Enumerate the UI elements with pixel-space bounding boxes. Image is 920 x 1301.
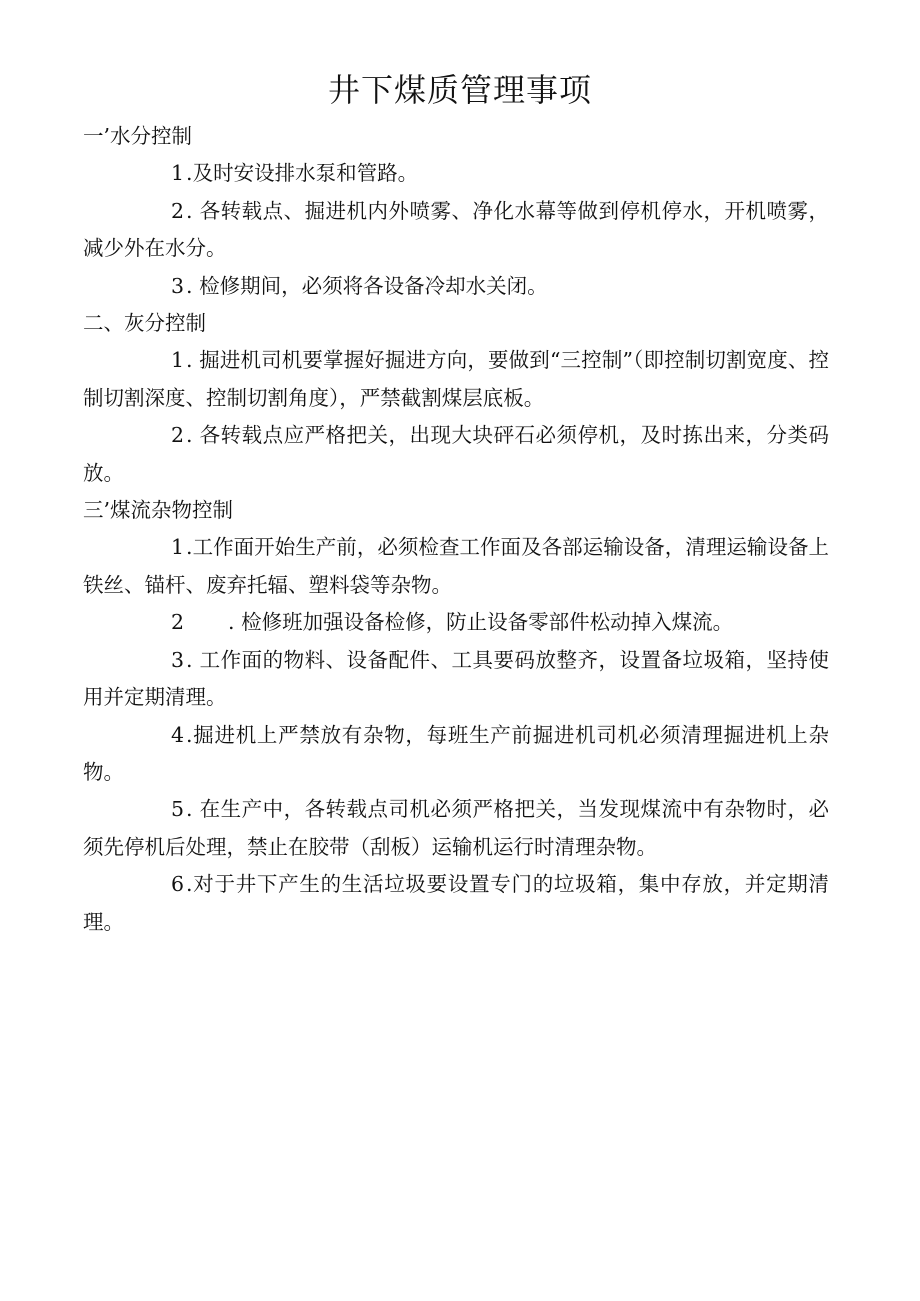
list-item xyxy=(83,193,829,268)
item-number: 1 xyxy=(171,535,185,560)
item-number: 1 xyxy=(171,348,185,373)
item-number: 1 xyxy=(171,161,185,186)
item-number: 3 xyxy=(171,273,185,298)
item-text: . 检修期间，必须将各设备冷却水关闭。 xyxy=(186,273,548,298)
list-item xyxy=(83,604,829,641)
document-body xyxy=(83,118,829,941)
item-text: .掘进机上严禁放有杂物，每班生产前掘进机司机必须清理掘进机上杂物。 xyxy=(83,722,829,784)
item-text: . 工作面的物料、设备配件、工具要码放整齐，设置备垃圾箱，坚持使用并定期清理。 xyxy=(83,647,829,710)
item-text: .工作面开始生产前，必须检查工作面及各部运输设备，清理运输设备上铁丝、锚杆、废弃托辐、塑料袋等杂物。 xyxy=(83,535,829,597)
item-text: . 各转载点、掘进机内外喷雾、净化水幕等做到停机停水，开机喷雾，减少外在水分。 xyxy=(83,198,829,261)
item-number: 2 xyxy=(171,198,185,223)
list-item xyxy=(83,155,829,192)
list-item xyxy=(83,866,829,941)
item-number: 2 xyxy=(171,423,185,448)
section-heading-water: 一’水分控制 xyxy=(83,124,193,148)
section-heading-ash: 二、灰分控制 xyxy=(83,311,206,336)
item-number: 6 xyxy=(171,872,185,897)
list-item xyxy=(83,529,829,604)
list-item xyxy=(83,717,829,792)
item-text: .及时安设排水泵和管路。 xyxy=(186,161,419,186)
page-title: 井下煤质管理事项 xyxy=(327,71,592,109)
item-text: . 在生产中，各转载点司机必须严格把关，当发现煤流中有杂物时，必须先停机后处理，禁止在胶带（刮板）运输机运行时清理杂物。 xyxy=(83,797,829,859)
item-number: 3 xyxy=(171,647,185,672)
item-number: 2 xyxy=(171,610,185,635)
section-heading-debris: 三’煤流杂物控制 xyxy=(83,498,234,523)
list-item xyxy=(83,342,829,417)
item-number: 5 xyxy=(171,797,185,822)
list-item xyxy=(83,791,829,866)
item-text: .对于井下产生的生活垃圾要设置专门的垃圾箱，集中存放，并定期清理。 xyxy=(83,872,829,934)
item-text: . 掘进机司机要掌握好掘进方向，要做到“三控制”（即控制切割宽度、控制切割深度、控制切割角度），严禁截割煤层底板。 xyxy=(83,348,829,410)
list-item xyxy=(83,642,829,717)
list-item xyxy=(83,417,829,492)
item-text: . 检修班加强设备检修，防止设备零部件松动掉入煤流。 xyxy=(228,610,734,635)
list-item xyxy=(83,268,829,305)
item-number: 4 xyxy=(171,722,185,747)
item-text: . 各转载点应严格把关，出现大块砰石必须停机，及时拣出来，分类码放。 xyxy=(83,423,829,485)
